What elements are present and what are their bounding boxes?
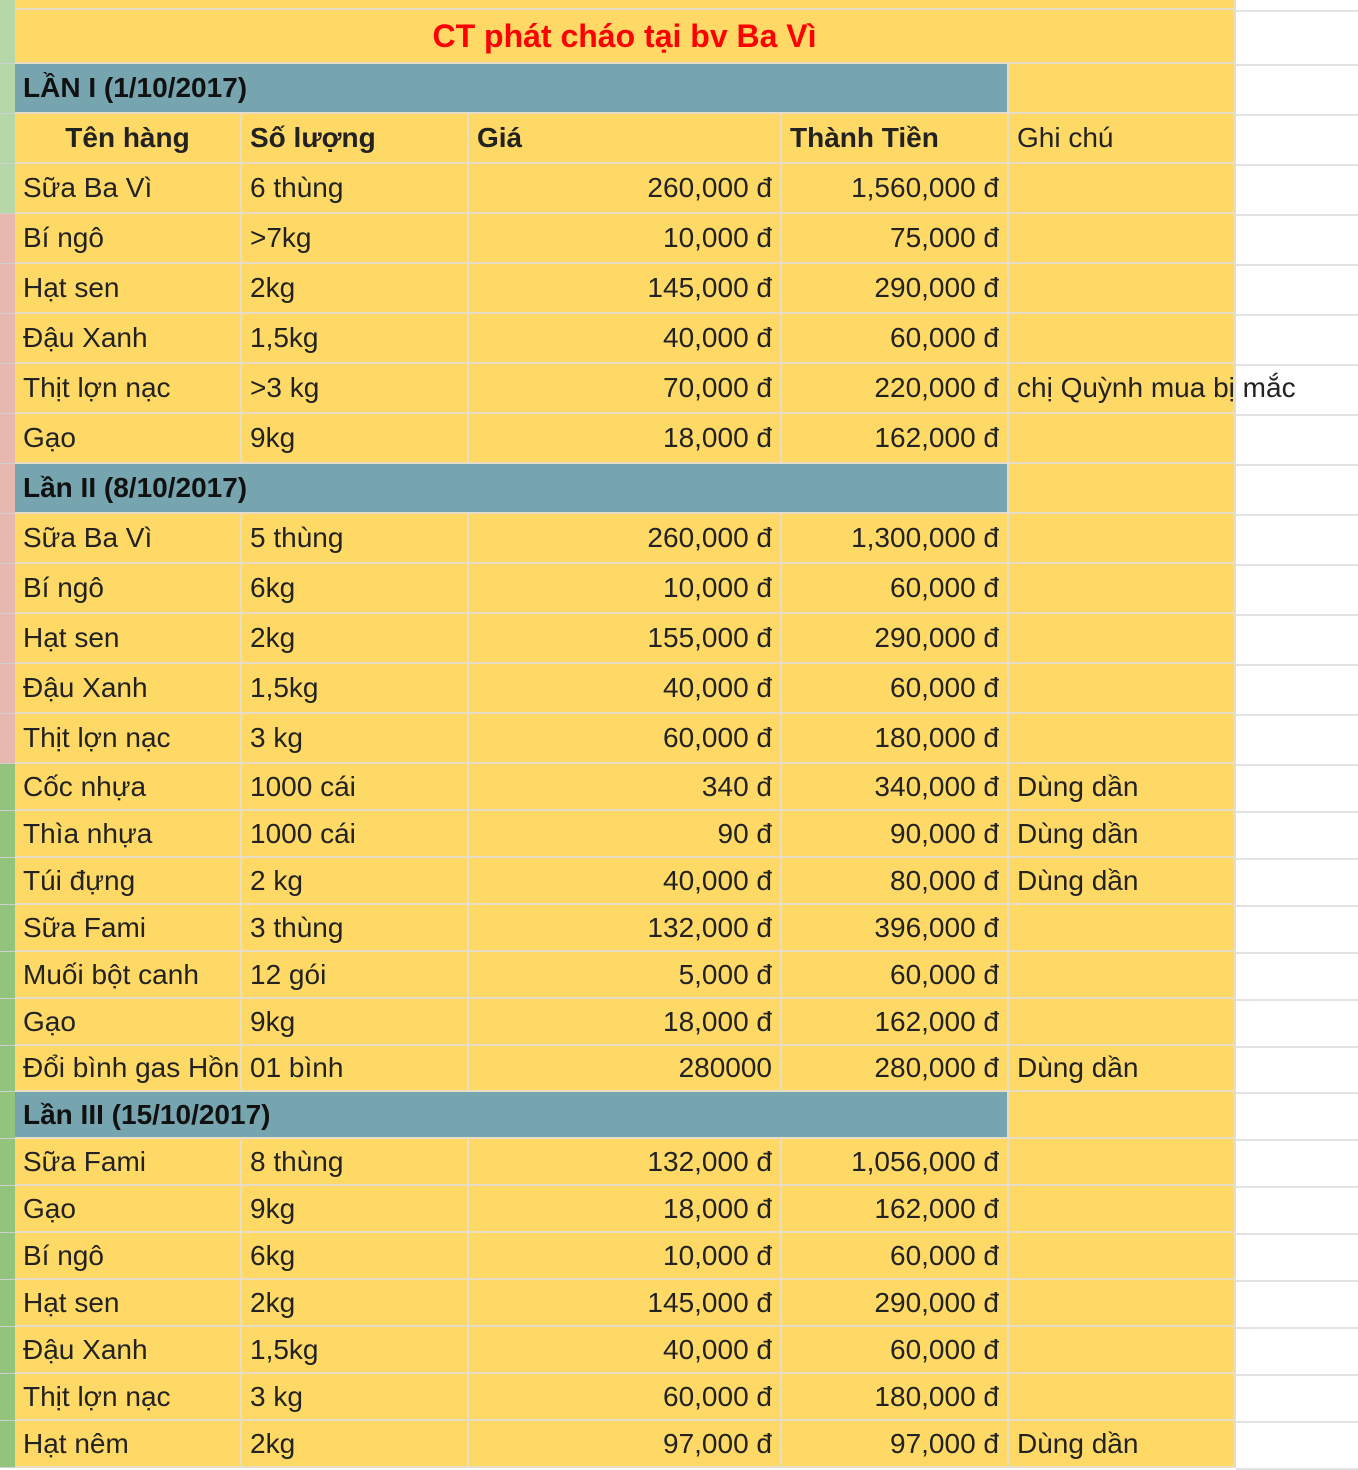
gridline — [1236, 464, 1358, 466]
row-header-strip[interactable] — [0, 614, 15, 664]
table-cell-total[interactable]: 1,300,000 đ — [782, 514, 1009, 564]
section-header[interactable]: Lần II (8/10/2017) — [15, 464, 1009, 514]
column-header-note[interactable]: Ghi chú — [1009, 114, 1236, 164]
gridline — [1236, 1233, 1358, 1235]
table-cell-item[interactable]: Bí ngô — [15, 214, 242, 264]
table-cell-item[interactable]: Thịt lợn nạc — [15, 714, 242, 764]
row-header-strip[interactable] — [0, 1186, 15, 1233]
section-header-note-cell[interactable] — [1009, 464, 1236, 514]
table-cell-qty[interactable]: 2kg — [242, 614, 469, 664]
table-cell-note[interactable] — [1009, 1139, 1236, 1186]
table-cell-total[interactable]: 162,000 đ — [782, 414, 1009, 464]
table-cell-note[interactable] — [1009, 905, 1236, 952]
table-cell-item[interactable]: Cốc nhựa — [15, 764, 242, 811]
table-cell-item[interactable]: Thìa nhựa — [15, 811, 242, 858]
table-cell-item[interactable]: Sữa Ba Vì — [15, 514, 242, 564]
gridline — [1236, 905, 1358, 907]
table-cell-price[interactable]: 40,000 đ — [469, 664, 782, 714]
row-header-strip[interactable] — [0, 664, 15, 714]
column-header-price[interactable]: Giá — [469, 114, 782, 164]
row-header-strip[interactable] — [0, 364, 15, 414]
table-cell-item[interactable]: Thịt lợn nạc — [15, 1374, 242, 1421]
table-cell-price[interactable]: 260,000 đ — [469, 514, 782, 564]
row-header-strip[interactable] — [0, 414, 15, 464]
row-header-strip[interactable] — [0, 1280, 15, 1327]
gridline — [1236, 264, 1358, 266]
table-cell-item[interactable]: Đổi bình gas Hồn — [15, 1046, 242, 1092]
table-cell-qty[interactable]: 1,5kg — [242, 314, 469, 364]
gridline — [1236, 1092, 1358, 1094]
gridline — [1236, 1186, 1358, 1188]
table-cell-item[interactable]: Gạo — [15, 1186, 242, 1233]
table-cell-total[interactable]: 97,000 đ — [782, 1421, 1009, 1468]
section-header-note-cell[interactable] — [1009, 64, 1236, 114]
table-cell-note[interactable] — [1009, 1327, 1236, 1374]
table-cell-total[interactable]: 60,000 đ — [782, 952, 1009, 999]
table-cell-qty[interactable]: 3 thùng — [242, 905, 469, 952]
table-cell-qty[interactable]: 12 gói — [242, 952, 469, 999]
table-cell-item[interactable]: Hạt sen — [15, 264, 242, 314]
table-cell-total[interactable]: 340,000 đ — [782, 764, 1009, 811]
column-header-item[interactable]: Tên hàng — [15, 114, 242, 164]
table-cell-note[interactable] — [1009, 1233, 1236, 1280]
table-cell-item[interactable]: Túi đựng — [15, 858, 242, 905]
table-cell-note[interactable] — [1009, 214, 1236, 264]
row-header-strip[interactable] — [0, 999, 15, 1046]
partial-top-row[interactable] — [15, 0, 1236, 10]
row-header-strip[interactable] — [0, 1233, 15, 1280]
table-cell-total[interactable]: 180,000 đ — [782, 714, 1009, 764]
row-header-strip[interactable] — [0, 952, 15, 999]
table-cell-total[interactable]: 162,000 đ — [782, 999, 1009, 1046]
table-cell-note[interactable] — [1009, 952, 1236, 999]
column-header-qty[interactable]: Số lượng — [242, 114, 469, 164]
table-cell-note[interactable] — [1009, 164, 1236, 214]
sheet-title[interactable]: CT phát cháo tại bv Ba Vì — [15, 10, 1236, 64]
table-cell-qty[interactable]: 5 thùng — [242, 514, 469, 564]
table-cell-item[interactable]: Sữa Ba Vì — [15, 164, 242, 214]
table-cell-price[interactable]: 40,000 đ — [469, 314, 782, 364]
table-cell-price[interactable]: 90 đ — [469, 811, 782, 858]
row-header-strip[interactable] — [0, 858, 15, 905]
table-cell-item[interactable]: Bí ngô — [15, 1233, 242, 1280]
row-header-strip[interactable] — [0, 0, 15, 64]
table-cell-note[interactable] — [1009, 514, 1236, 564]
gridline — [1236, 1421, 1358, 1423]
gridline — [1236, 364, 1358, 366]
table-cell-price[interactable]: 280000 — [469, 1046, 782, 1092]
table-cell-price[interactable]: 18,000 đ — [469, 414, 782, 464]
table-cell-note[interactable]: Dùng dần — [1009, 764, 1236, 811]
row-header-strip[interactable] — [0, 714, 15, 764]
table-cell-total[interactable]: 396,000 đ — [782, 905, 1009, 952]
table-cell-item[interactable]: Gạo — [15, 999, 242, 1046]
table-cell-price[interactable]: 40,000 đ — [469, 1327, 782, 1374]
row-header-strip[interactable] — [0, 214, 15, 264]
table-cell-item[interactable]: Hạt sen — [15, 1280, 242, 1327]
section-header[interactable]: LẦN I (1/10/2017) — [15, 64, 1009, 114]
table-cell-total[interactable]: 60,000 đ — [782, 564, 1009, 614]
row-header-strip[interactable] — [0, 811, 15, 858]
table-cell-total[interactable]: 90,000 đ — [782, 811, 1009, 858]
gridline — [1236, 811, 1358, 813]
gridline — [1236, 764, 1358, 766]
row-header-strip[interactable] — [0, 1092, 15, 1139]
table-cell-note[interactable] — [1009, 999, 1236, 1046]
table-cell-total[interactable]: 290,000 đ — [782, 614, 1009, 664]
table-cell-note[interactable] — [1009, 414, 1236, 464]
gridline — [1236, 858, 1358, 860]
table-cell-price[interactable]: 260,000 đ — [469, 164, 782, 214]
table-cell-price[interactable]: 40,000 đ — [469, 858, 782, 905]
table-cell-qty[interactable]: 1,5kg — [242, 1327, 469, 1374]
table-cell-qty[interactable]: 1000 cái — [242, 764, 469, 811]
table-cell-qty[interactable]: 01 bình — [242, 1046, 469, 1092]
table-cell-total[interactable]: 80,000 đ — [782, 858, 1009, 905]
table-cell-note[interactable]: Dùng dần — [1009, 811, 1236, 858]
row-header-strip[interactable] — [0, 464, 15, 514]
row-header-strip[interactable] — [0, 764, 15, 811]
table-cell-item[interactable]: Bí ngô — [15, 564, 242, 614]
table-cell-total[interactable]: 290,000 đ — [782, 264, 1009, 314]
table-cell-note[interactable] — [1009, 1280, 1236, 1327]
table-cell-note[interactable] — [1009, 264, 1236, 314]
table-cell-note[interactable] — [1009, 714, 1236, 764]
table-cell-price[interactable]: 10,000 đ — [469, 1233, 782, 1280]
table-cell-item[interactable]: Đậu Xanh — [15, 1327, 242, 1374]
table-cell-qty[interactable]: >3 kg — [242, 364, 469, 414]
table-cell-qty[interactable]: 2 kg — [242, 858, 469, 905]
gridline — [1236, 314, 1358, 316]
table-cell-qty[interactable]: >7kg — [242, 214, 469, 264]
table-cell-price[interactable]: 70,000 đ — [469, 364, 782, 414]
table-cell-item[interactable]: Muối bột canh — [15, 952, 242, 999]
table-cell-qty[interactable]: 2kg — [242, 264, 469, 314]
table-cell-note[interactable] — [1009, 1374, 1236, 1421]
table-cell-item[interactable]: Sữa Fami — [15, 905, 242, 952]
table-cell-price[interactable]: 18,000 đ — [469, 999, 782, 1046]
table-cell-price[interactable]: 145,000 đ — [469, 264, 782, 314]
table-cell-qty[interactable]: 6 thùng — [242, 164, 469, 214]
gridline — [1236, 214, 1358, 216]
row-header-strip[interactable] — [0, 1046, 15, 1092]
row-header-strip[interactable] — [0, 114, 15, 164]
gridline — [1236, 64, 1358, 66]
gridline — [1236, 999, 1358, 1001]
table-cell-item[interactable]: Thịt lợn nạc — [15, 364, 242, 414]
row-header-strip[interactable] — [0, 1421, 15, 1468]
table-cell-total[interactable]: 60,000 đ — [782, 314, 1009, 364]
gridline — [1236, 1139, 1358, 1141]
table-cell-item[interactable]: Hạt sen — [15, 614, 242, 664]
section-header[interactable]: Lần III (15/10/2017) — [15, 1092, 1009, 1139]
table-cell-price[interactable]: 97,000 đ — [469, 1421, 782, 1468]
table-cell-item[interactable]: Đậu Xanh — [15, 314, 242, 364]
table-cell-note[interactable]: Dùng dần — [1009, 1421, 1236, 1468]
table-cell-total[interactable]: 1,560,000 đ — [782, 164, 1009, 214]
gridline — [1236, 1374, 1358, 1376]
table-cell-total[interactable]: 162,000 đ — [782, 1186, 1009, 1233]
table-cell-price[interactable]: 132,000 đ — [469, 1139, 782, 1186]
row-header-strip[interactable] — [0, 1374, 15, 1421]
table-cell-note[interactable] — [1009, 1186, 1236, 1233]
table-cell-qty[interactable]: 1,5kg — [242, 664, 469, 714]
table-cell-item[interactable]: Sữa Fami — [15, 1139, 242, 1186]
table-cell-qty[interactable]: 8 thùng — [242, 1139, 469, 1186]
gridline — [1236, 952, 1358, 954]
table-cell-qty[interactable]: 9kg — [242, 1186, 469, 1233]
gridline — [1236, 10, 1358, 12]
gridline — [1236, 664, 1358, 666]
table-cell-note[interactable] — [1009, 664, 1236, 714]
table-cell-qty[interactable]: 6kg — [242, 1233, 469, 1280]
table-cell-qty[interactable]: 2kg — [242, 1421, 469, 1468]
table-cell-total[interactable]: 290,000 đ — [782, 1280, 1009, 1327]
table-cell-price[interactable]: 132,000 đ — [469, 905, 782, 952]
table-cell-note[interactable]: chị Quỳnh mua bị mắc — [1009, 364, 1236, 414]
gridline — [1236, 714, 1358, 716]
table-cell-note[interactable]: Dùng dần — [1009, 858, 1236, 905]
row-header-strip[interactable] — [0, 314, 15, 364]
table-cell-qty[interactable]: 9kg — [242, 414, 469, 464]
table-cell-total[interactable]: 280,000 đ — [782, 1046, 1009, 1092]
gridline — [1236, 164, 1358, 166]
table-cell-note[interactable] — [1009, 314, 1236, 364]
table-cell-qty[interactable]: 3 kg — [242, 714, 469, 764]
table-cell-qty[interactable]: 9kg — [242, 999, 469, 1046]
table-cell-total[interactable]: 60,000 đ — [782, 1233, 1009, 1280]
gridline — [1236, 564, 1358, 566]
gridline — [1236, 1327, 1358, 1329]
row-header-strip[interactable] — [0, 1139, 15, 1186]
table-cell-item[interactable]: Hạt nêm — [15, 1421, 242, 1468]
table-cell-price[interactable]: 10,000 đ — [469, 214, 782, 264]
row-header-strip[interactable] — [0, 564, 15, 614]
table-cell-price[interactable]: 155,000 đ — [469, 614, 782, 664]
table-cell-item[interactable]: Đậu Xanh — [15, 664, 242, 714]
row-header-strip[interactable] — [0, 905, 15, 952]
row-header-strip[interactable] — [0, 264, 15, 314]
gridline — [1236, 514, 1358, 516]
section-header-note-cell[interactable] — [1009, 1092, 1236, 1139]
table-cell-qty[interactable]: 2kg — [242, 1280, 469, 1327]
table-cell-total[interactable]: 180,000 đ — [782, 1374, 1009, 1421]
table-cell-total[interactable]: 220,000 đ — [782, 364, 1009, 414]
gridline — [1236, 1046, 1358, 1048]
row-header-strip[interactable] — [0, 1327, 15, 1374]
column-header-total[interactable]: Thành Tiền — [782, 114, 1009, 164]
table-cell-total[interactable]: 60,000 đ — [782, 664, 1009, 714]
table-cell-note[interactable]: Dùng dần — [1009, 1046, 1236, 1092]
table-cell-qty[interactable]: 3 kg — [242, 1374, 469, 1421]
table-cell-note[interactable] — [1009, 614, 1236, 664]
table-cell-total[interactable]: 60,000 đ — [782, 1327, 1009, 1374]
table-cell-price[interactable]: 10,000 đ — [469, 564, 782, 614]
table-cell-price[interactable]: 5,000 đ — [469, 952, 782, 999]
table-cell-qty[interactable]: 6kg — [242, 564, 469, 614]
table-cell-price[interactable]: 340 đ — [469, 764, 782, 811]
row-header-strip[interactable] — [0, 64, 15, 114]
table-cell-price[interactable]: 60,000 đ — [469, 1374, 782, 1421]
row-header-strip[interactable] — [0, 514, 15, 564]
table-cell-price[interactable]: 145,000 đ — [469, 1280, 782, 1327]
table-cell-price[interactable]: 18,000 đ — [469, 1186, 782, 1233]
gridline — [1236, 114, 1358, 116]
gridline — [1236, 614, 1358, 616]
table-cell-qty[interactable]: 1000 cái — [242, 811, 469, 858]
table-cell-total[interactable]: 75,000 đ — [782, 214, 1009, 264]
table-cell-item[interactable]: Gạo — [15, 414, 242, 464]
table-cell-price[interactable]: 60,000 đ — [469, 714, 782, 764]
table-cell-total[interactable]: 1,056,000 đ — [782, 1139, 1009, 1186]
table-cell-note[interactable] — [1009, 564, 1236, 614]
gridline — [1236, 414, 1358, 416]
gridline — [1236, 1280, 1358, 1282]
row-header-strip[interactable] — [0, 164, 15, 214]
